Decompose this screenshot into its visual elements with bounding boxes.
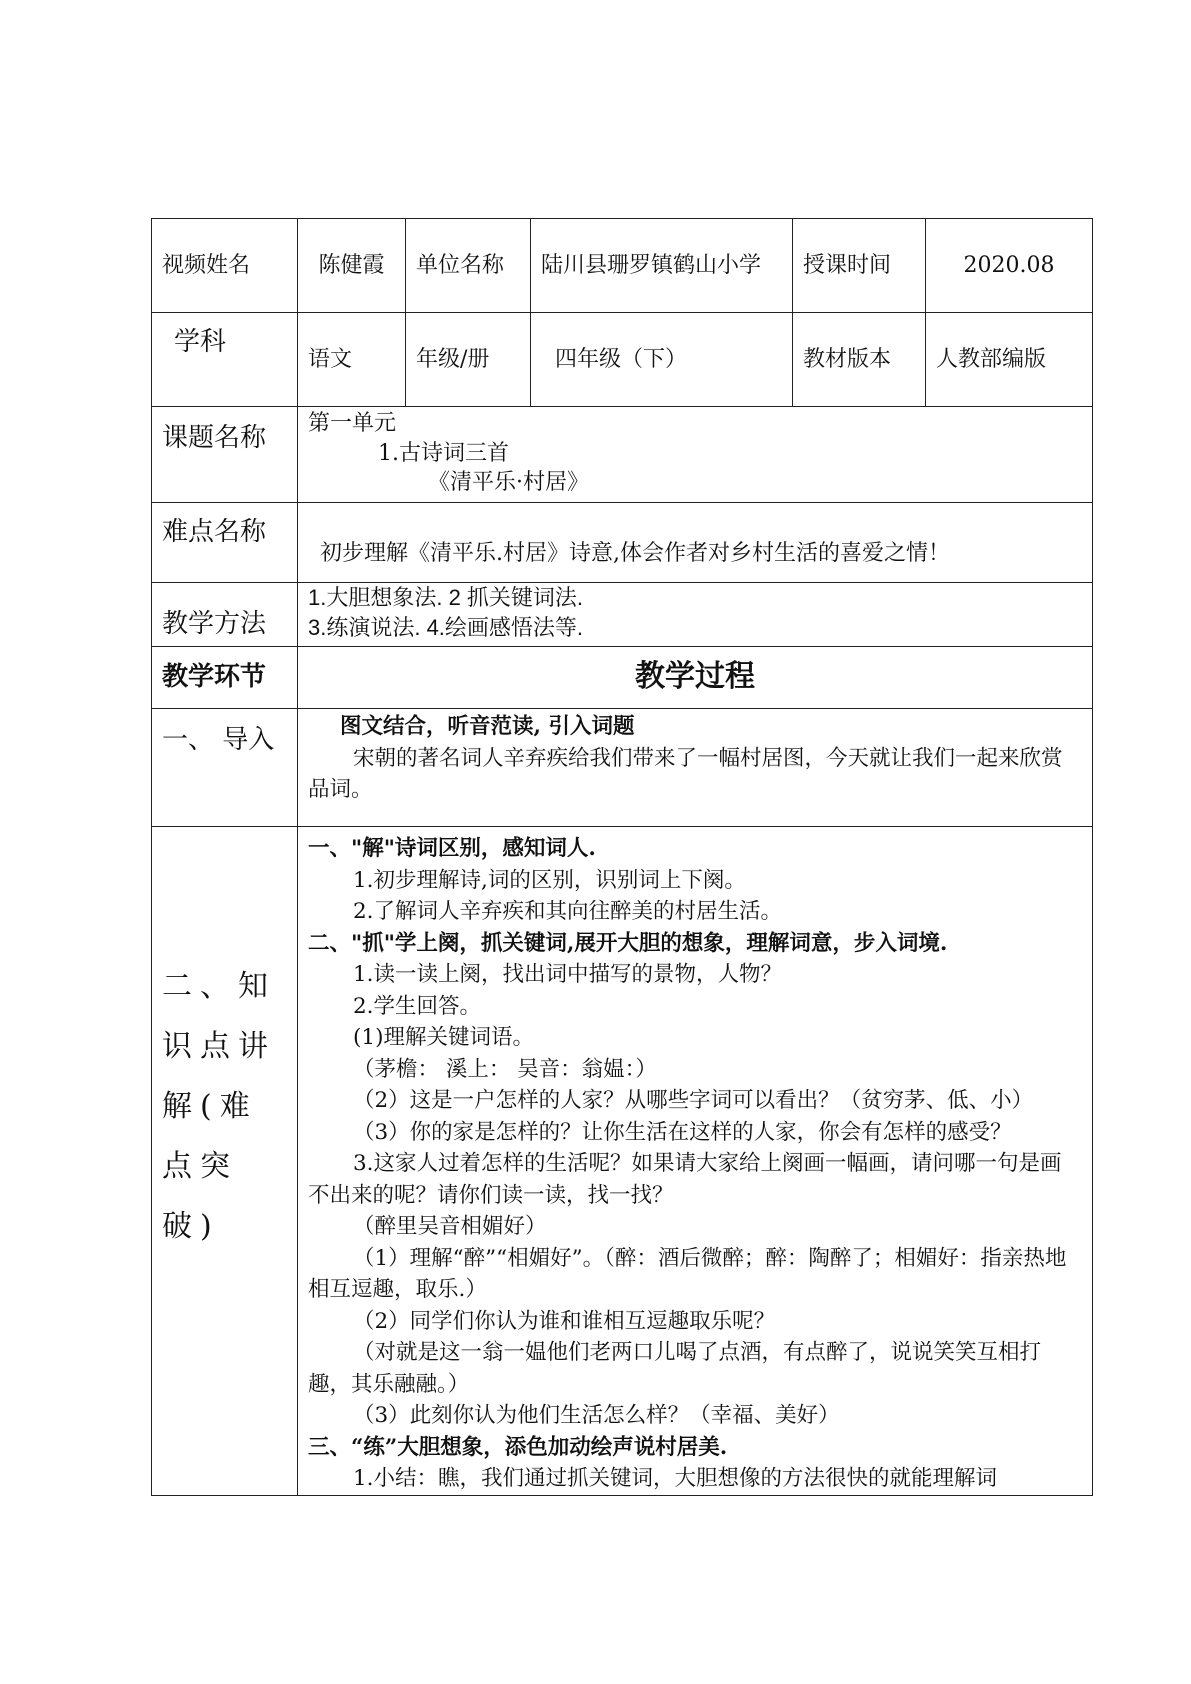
subject-value: 语文 (298, 313, 406, 407)
step-1-item-2: 2.了解词人辛弃疾和其向往醉美的村居生活。 (353, 899, 783, 924)
header-teaching-stage: 教学环节 (152, 647, 298, 709)
lesson-plan-table-wrapper (151, 218, 1092, 1496)
step-2-question-2: （3）你的家是怎样的？让你生活在这样的人家，你会有怎样的感受？ (353, 1119, 1012, 1145)
knowledge-content (298, 827, 1093, 1496)
school-name: 陆川县珊罗镇鹤山小学 (531, 219, 793, 313)
step-2-explain-4: （3）此刻你认为他们生活怎么样？（幸福、美好） (353, 1403, 840, 1428)
label-subject: 学科 (152, 313, 298, 407)
intro-row (152, 709, 1093, 827)
difficulty-row (152, 503, 1093, 583)
method-content (298, 583, 1093, 647)
step-3-item-1: 1.小结：瞧，我们通过抓关键词，大胆想像的方法很快的就能理解词 (353, 1466, 998, 1491)
label-topic: 课题名称 (152, 407, 298, 503)
topic-row (152, 407, 1093, 503)
header-row (152, 219, 1093, 313)
header-teaching-process: 教学过程 (298, 647, 1093, 709)
topic-content (298, 407, 1093, 503)
teaching-time: 2020.08 (926, 219, 1093, 313)
label-intro: 一、 导入 (152, 709, 298, 827)
difficulty-text: 初步理解《清平乐.村居》诗意,体会作者对乡村生活的喜爱之情！ (298, 503, 1093, 583)
label-unit-name: 单位名称 (406, 219, 531, 313)
label-knowledge: 二、知识点讲解(难点突破) (152, 827, 298, 1496)
method-row (152, 583, 1093, 647)
step-2-explain-3: （对就是这一翁一媪他们老两口儿喝了点酒，有点醉了，说说笑笑互相打趣，其乐融融。） (308, 1340, 1042, 1397)
step-2-item-3: 3.这家人过着怎样的生活呢？如果请大家给上阕画一幅画，请问哪一句是画不出来的呢？请你们读一读，找一找？ (308, 1151, 1062, 1208)
lesson-plan-table (151, 218, 1093, 1496)
step-2-explain-1: （1）理解“醉”“相媚好”。（醉：酒后微醉；醉：陶醉了；相媚好：指亲热地相互逗趣，取乐.） (308, 1245, 1067, 1302)
step-2-keywords: (1)理解关键词语。 (353, 1025, 534, 1050)
step-2-heading: 二、"抓"学上阕，抓关键词,展开大胆的想象，理解词意，步入词境. (308, 930, 948, 956)
step-2-item-1: 1.读一读上阕，找出词中描写的景物，人物？ (353, 962, 783, 987)
label-video-name: 视频姓名 (152, 219, 298, 313)
topic-poem-title: 《清平乐·村居》 (428, 470, 589, 496)
label-method: 教学方法 (152, 583, 298, 647)
label-difficulty: 难点名称 (152, 503, 298, 583)
teacher-name: 陈健霞 (298, 219, 406, 313)
label-grade: 年级/册 (406, 313, 531, 407)
step-2-key-line: （醉里吴音相媚好） (353, 1214, 547, 1239)
subject-row (152, 313, 1093, 407)
step-2-question-1: （2）这是一户怎样的人家？从哪些字词可以看出？（贫穷茅、低、小） (353, 1088, 1034, 1113)
section-header-row (152, 647, 1093, 709)
method-line-1: 1.大胆想象法. 2 抓关键词法. (308, 585, 584, 610)
topic-lesson: 1.古诗词三首 (378, 440, 509, 466)
knowledge-row (152, 827, 1093, 1496)
intro-text: 宋朝的著名词人辛弃疾给我们带来了一幅村居图，今天就让我们一起来欣赏品词。 (308, 745, 1063, 802)
label-edition: 教材版本 (793, 313, 926, 407)
edition-value: 人教部编版 (926, 313, 1093, 407)
method-line-2: 3.练演说法. 4.绘画感悟法等. (308, 614, 584, 640)
grade-value: 四年级（下） (531, 313, 793, 407)
label-teaching-time: 授课时间 (793, 219, 926, 313)
step-1-heading: 一、"解"诗词区别，感知词人. (308, 836, 596, 861)
step-2-item-2: 2.学生回答。 (353, 993, 482, 1019)
step-2-explain-2: （2）同学们你认为谁和谁相互逗趣取乐呢？ (353, 1308, 776, 1334)
step-1-item-1: 1.初步理解诗,词的区别，识别词上下阕。 (353, 867, 746, 893)
intro-content (298, 709, 1093, 827)
step-2-keyword-list: （茅檐： 溪上： 吴音：翁媪：） (353, 1056, 657, 1082)
intro-title: 图文结合，听音范读, 引入词题 (340, 714, 635, 739)
topic-unit: 第一单元 (308, 411, 397, 436)
step-3-heading: 三、“练”大胆想象，添色加动绘声说村居美. (308, 1434, 728, 1460)
